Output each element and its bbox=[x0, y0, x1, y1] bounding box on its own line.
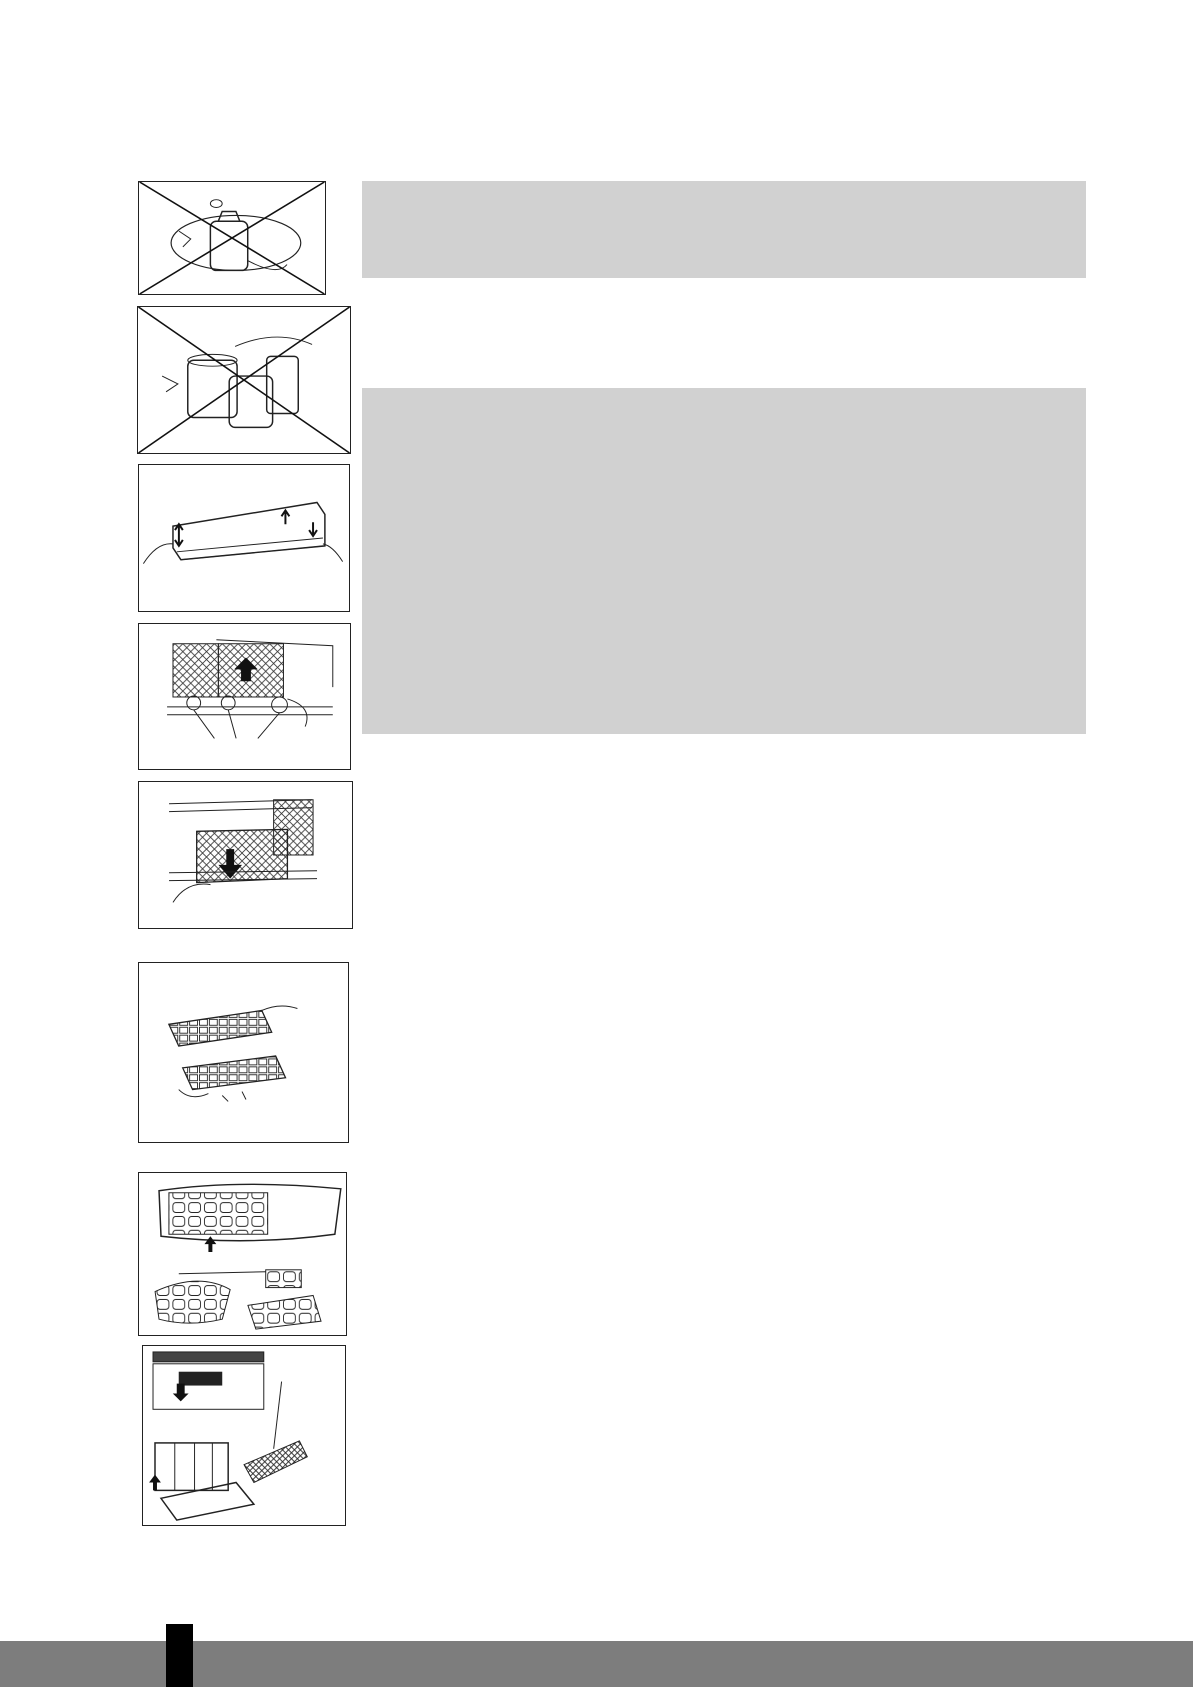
no-spray-bottle-figure bbox=[138, 181, 326, 295]
air-filter-lift-icon bbox=[139, 624, 350, 769]
open-front-panel-figure bbox=[138, 464, 350, 612]
no-pressurized-containers-figure bbox=[137, 306, 351, 454]
front-panel-lift-icon bbox=[139, 465, 349, 611]
lift-air-filter-figure bbox=[138, 623, 351, 770]
footer-tab bbox=[166, 1624, 193, 1687]
pull-down-air-filter-figure bbox=[138, 781, 353, 929]
purifying-filter-install-icon bbox=[139, 1173, 346, 1335]
shaded-note-box-top bbox=[362, 181, 1086, 278]
replace-carbon-filter-figure bbox=[142, 1345, 346, 1526]
shaded-note-box-large bbox=[362, 388, 1086, 734]
air-filter-pull-down-icon bbox=[139, 782, 352, 928]
clean-filters-figure bbox=[138, 962, 349, 1143]
install-purifying-filter-figure bbox=[138, 1172, 347, 1336]
carbon-filter-replace-icon bbox=[143, 1346, 345, 1525]
filter-cleaning-icon bbox=[139, 963, 348, 1142]
prohibited-containers-icon bbox=[138, 307, 350, 453]
prohibited-spray-can-icon bbox=[139, 182, 325, 294]
